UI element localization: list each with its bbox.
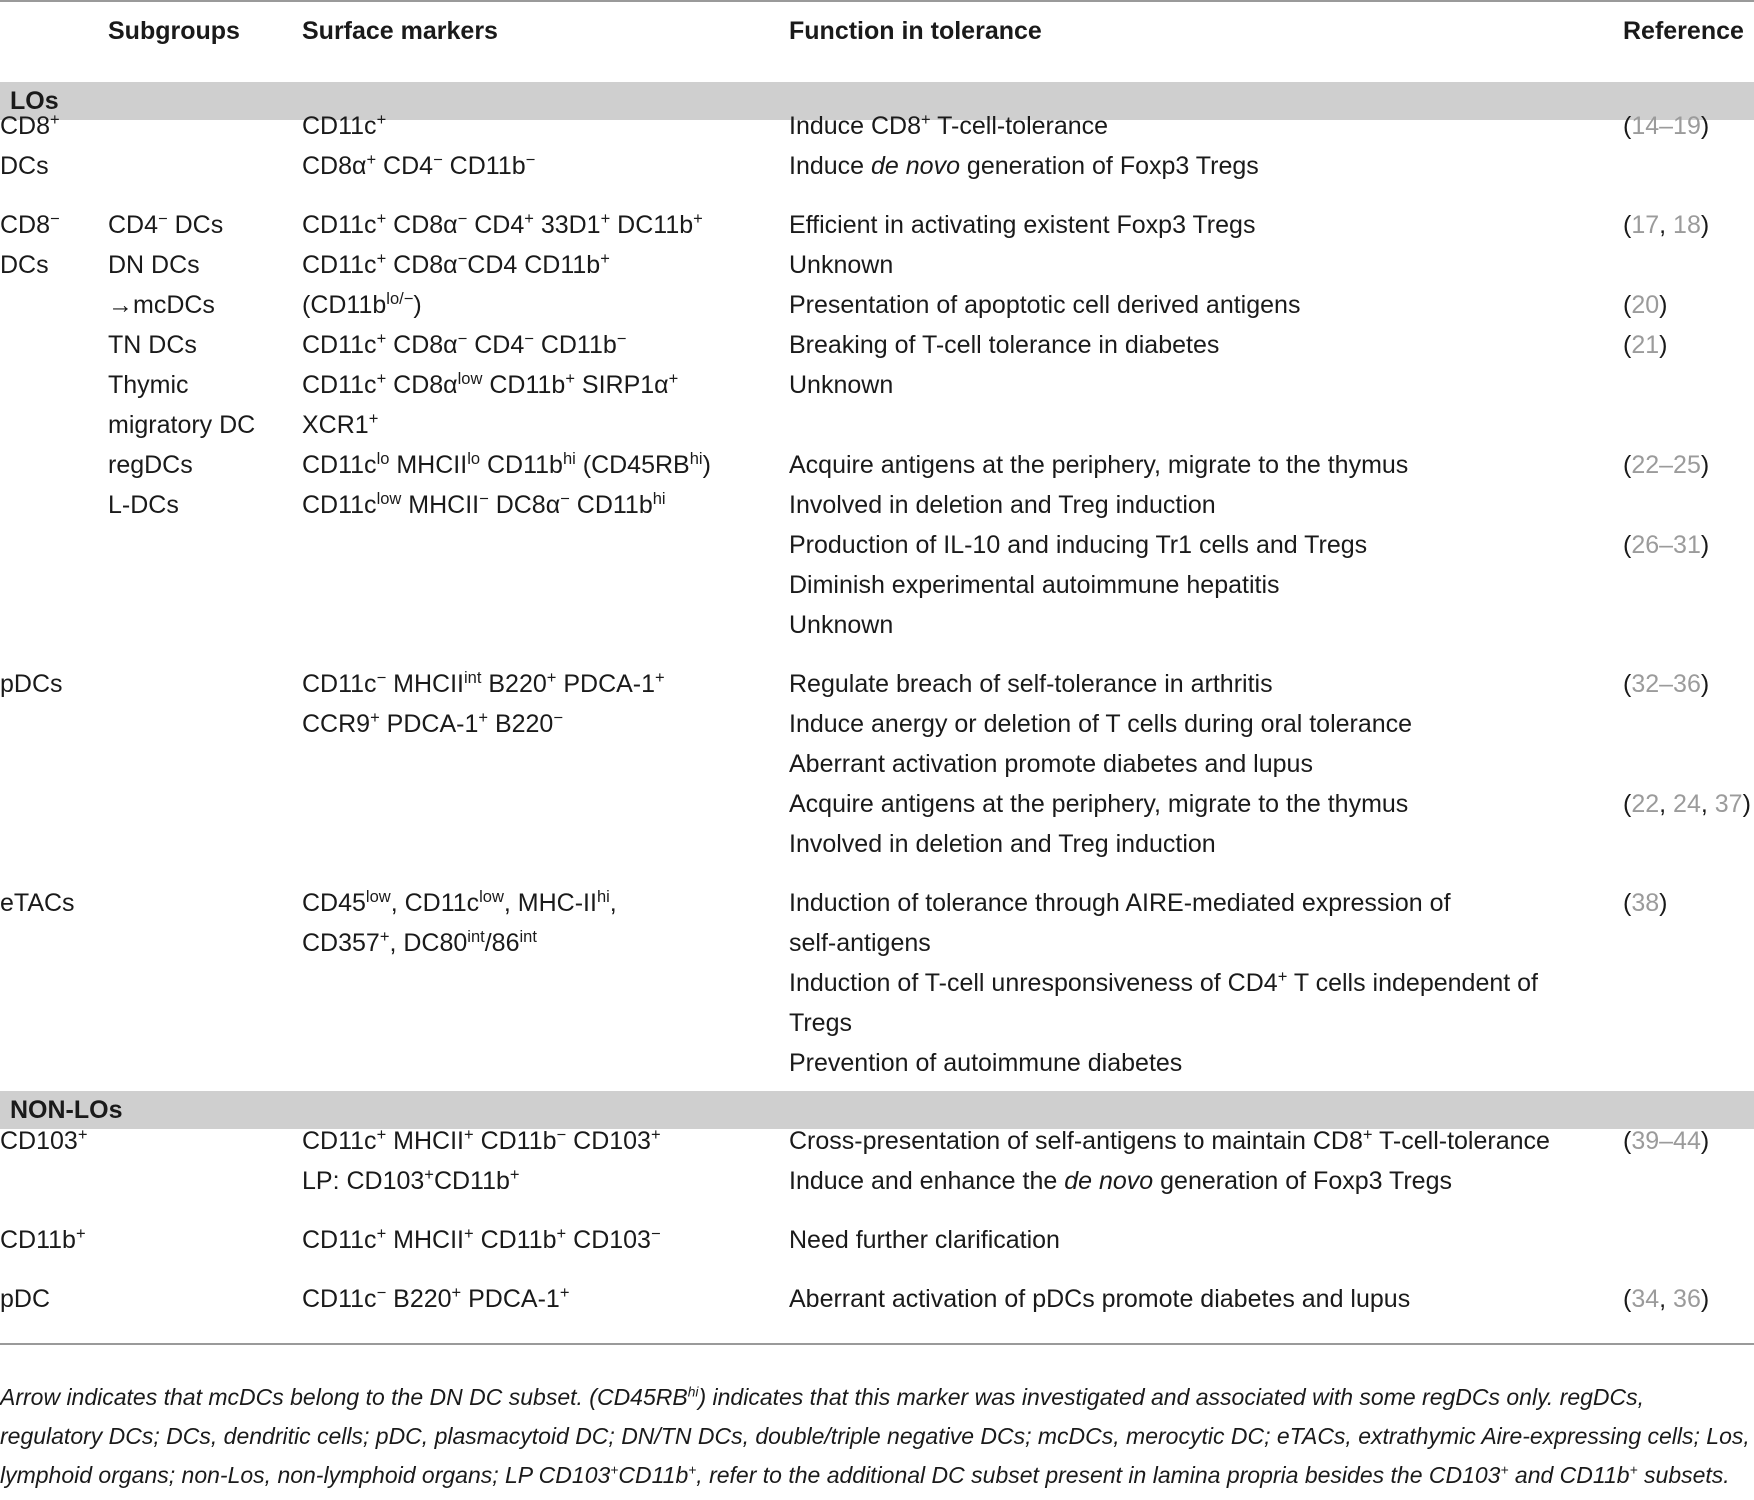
header-function: Function in tolerance: [789, 17, 1042, 45]
function-cell: Unknown: [789, 611, 894, 639]
function-cell: Induce CD8+ T-cell-tolerance: [789, 110, 1109, 140]
surface-marker-cell: CD11c+ MHCII+ CD11b− CD103+: [302, 1125, 661, 1155]
top-rule: [0, 0, 1754, 2]
function-cell: Efficient in activating existent Foxp3 Tregs: [789, 211, 1256, 239]
function-cell: Involved in deletion and Treg induction: [789, 491, 1216, 519]
function-cell: Involved in deletion and Treg induction: [789, 830, 1216, 858]
reference-cell: (22, 24, 37): [1623, 790, 1751, 818]
reference-cell: (38): [1623, 889, 1668, 917]
function-cell: Production of IL-10 and inducing Tr1 cells and Tregs: [789, 531, 1368, 559]
surface-marker-cell: CCR9+ PDCA-1+ B220−: [302, 708, 563, 738]
function-cell: Regulate breach of self-tolerance in arthritis: [789, 670, 1273, 698]
function-cell: Induce and enhance the de novo generation of Foxp3 Tregs: [789, 1167, 1452, 1195]
function-cell: Tregs: [789, 1009, 852, 1037]
subgroup-cell: L-DCs: [108, 491, 179, 519]
function-cell: Presentation of apoptotic cell derived antigens: [789, 291, 1301, 319]
function-cell: Aberrant activation promote diabetes and lupus: [789, 750, 1313, 778]
dc-type-cell: CD8+: [0, 110, 60, 140]
header-surface-markers: Surface markers: [302, 17, 498, 45]
bottom-rule: [0, 1343, 1754, 1345]
subgroup-cell: CD4− DCs: [108, 209, 224, 239]
surface-marker-cell: CD11c+ $CD8\alpha^{low}$ CD11b+ SIRP1α+: [302, 369, 679, 399]
surface-marker-cell: $CD45^{low}$, $CD11c^{low}$, MHC-$II^{hi}$,: [302, 887, 617, 917]
reference-cell: (21): [1623, 331, 1668, 359]
surface-marker-cell: CD11c+ CD8α−CD4 CD11b+: [302, 249, 610, 279]
reference-cell: (14–19): [1623, 112, 1710, 140]
function-cell: Induction of tolerance through AIRE-mediated expression of: [789, 889, 1451, 917]
reference-cell: (34, 36): [1623, 1285, 1710, 1313]
surface-marker-cell: CD11c+ CD8α− CD4− CD11b−: [302, 329, 627, 359]
function-cell: Acquire antigens at the periphery, migrate to the thymus: [789, 790, 1409, 818]
header-subgroups: Subgroups: [108, 17, 240, 45]
surface-marker-cell: CD11c+ MHCII+ CD11b+ CD103−: [302, 1224, 661, 1254]
dc-type-cell: pDCs: [0, 670, 63, 698]
surface-marker-cell: CD357+, $DC80^{int}/86^{int}$: [302, 927, 537, 957]
dc-type-cell: CD11b+: [0, 1224, 86, 1254]
table-footnote: Arrow indicates that mcDCs belong to the DN DC subset. $(CD45RB^{hi})$ indicates that this marker was investigated and associated with some regDCs only. regDCs, regulatory DCs; DCs, dendritic cells; pDC, plasmacytoid DC; DN/TN DCs, double/triple negative DCs; mcDCs, merocytic DC; eTACs, extrathymic Aire-expressing cells; Los, lymphoid organs; non-Los, non-lymphoid organs; LP CD103+CD11b+, refer to the additional DC subset present in lamina propria besides the CD103+ and CD11b+ subsets.: [0, 1384, 1750, 1488]
section-band-non-los: [0, 1091, 1754, 1129]
function-cell: self-antigens: [789, 929, 931, 957]
surface-marker-cell: XCR1+: [302, 409, 379, 439]
reference-cell: (26–31): [1623, 531, 1710, 559]
reference-cell: (17, 18): [1623, 211, 1710, 239]
reference-cell: (22–25): [1623, 451, 1710, 479]
function-cell: Cross-presentation of self-antigens to maintain CD8+ T-cell-tolerance: [789, 1125, 1550, 1155]
dc-type-cell: CD103+: [0, 1125, 88, 1155]
dc-type-cell: eTACs: [0, 889, 75, 917]
surface-marker-cell: CD11c+: [302, 110, 387, 140]
surface-marker-cell: LP: CD103+CD11b+: [302, 1165, 520, 1195]
subgroup-cell: Thymic: [108, 371, 189, 399]
reference-cell: (20): [1623, 291, 1668, 319]
function-cell: Diminish experimental autoimmune hepatitis: [789, 571, 1280, 599]
reference-cell: (39–44): [1623, 1127, 1710, 1155]
subgroup-cell: DN DCs: [108, 251, 200, 279]
function-cell: Breaking of T-cell tolerance in diabetes: [789, 331, 1220, 359]
reference-cell: (32–36): [1623, 670, 1710, 698]
subgroup-cell: →mcDCs: [108, 291, 215, 319]
surface-marker-cell: CD11c+ CD8α− CD4+ 33D1+ DC11b+: [302, 209, 703, 239]
surface-marker-cell: CD11c− B220+ PDCA-1+: [302, 1283, 570, 1313]
surface-marker-cell: CD8α+ CD4− CD11b−: [302, 150, 536, 180]
function-cell: Induce anergy or deletion of T cells during oral tolerance: [789, 710, 1413, 738]
function-cell: Need further clarification: [789, 1226, 1060, 1254]
section-label-non-los: NON-LOs: [10, 1096, 123, 1124]
function-cell: Unknown: [789, 251, 894, 279]
surface-marker-cell: $CD11c^{low}$ MHCII− DC8α− $CD11b^{hi}$: [302, 489, 666, 519]
header-reference: Reference: [1623, 17, 1744, 45]
subgroup-cell: regDCs: [108, 451, 193, 479]
dc-type-cell: pDC: [0, 1285, 51, 1313]
function-cell: Induction of T-cell unresponsiveness of CD4+ T cells independent of: [789, 967, 1538, 997]
dc-type-cell: CD8−: [0, 209, 60, 239]
subgroup-cell: TN DCs: [108, 331, 197, 359]
section-label-los: LOs: [10, 87, 59, 115]
function-cell: Acquire antigens at the periphery, migrate to the thymus: [789, 451, 1409, 479]
dc-type-cell: DCs: [0, 152, 49, 180]
subgroup-cell: migratory DC: [108, 411, 256, 439]
dc-type-cell: DCs: [0, 251, 49, 279]
function-cell: Unknown: [789, 371, 894, 399]
function-cell: Aberrant activation of pDCs promote diabetes and lupus: [789, 1285, 1411, 1313]
surface-marker-cell: CD11c− $MHCII^{int}$ B220+ PDCA-1+: [302, 668, 665, 698]
surface-marker-cell: $CD11c^{lo}$ $MHCII^{lo}$ $CD11b^{hi}$ $(CD45RB^{hi})$: [302, 449, 711, 479]
function-cell: Induce de novo generation of Foxp3 Tregs: [789, 152, 1259, 180]
function-cell: Prevention of autoimmune diabetes: [789, 1049, 1183, 1077]
surface-marker-cell: $(CD11b^{lo/-})$: [302, 289, 422, 319]
